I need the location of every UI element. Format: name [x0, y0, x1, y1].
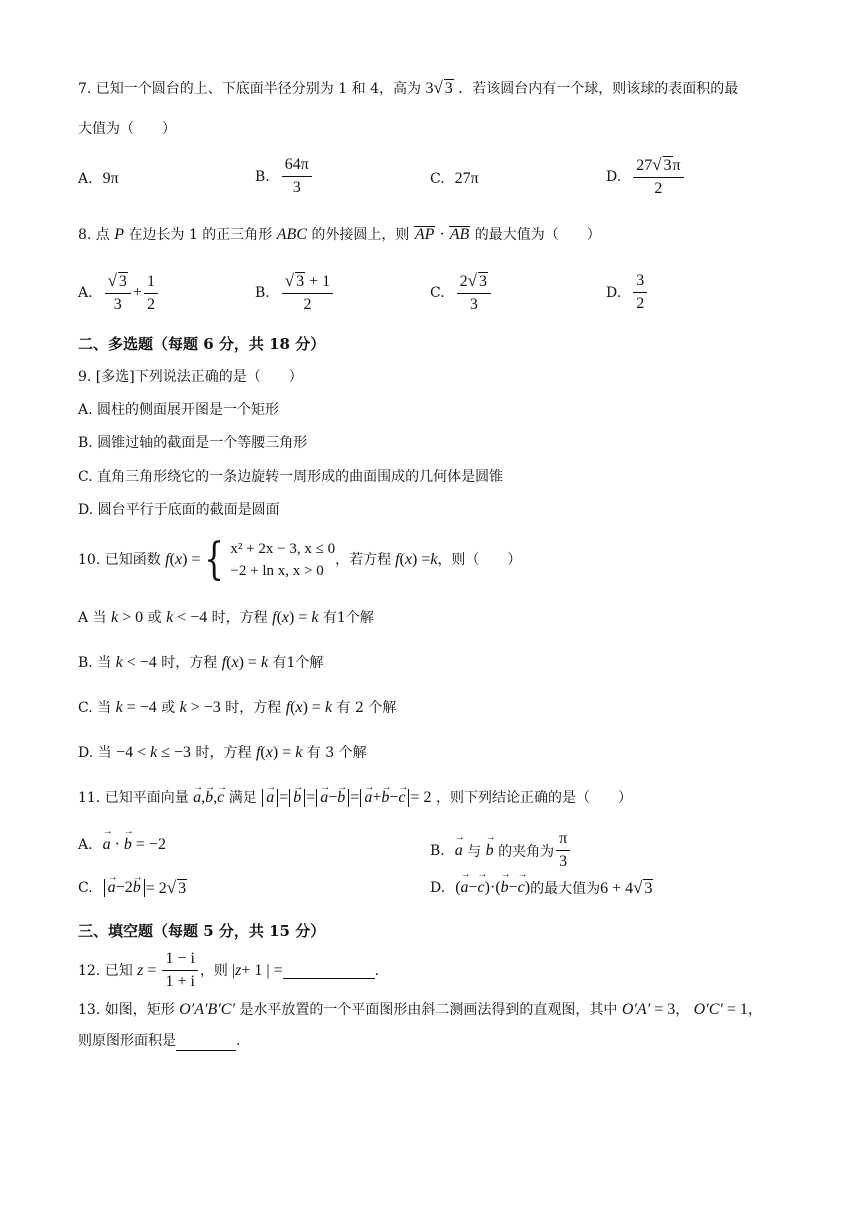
question-7-stem-cont: 大值为（ ） [78, 121, 176, 137]
q11-option-b: B. → a 与 → b 的夹角为 $\frac{\pi}{3}$ [430, 830, 572, 871]
piecewise-function: { x² + 2x − 3, x ≤ 0 −2 + ln x, x > 0 [204, 534, 336, 585]
q8-option-a: A. $\frac{√ 3}{3}$ + $\frac{1}{2}$ [78, 272, 160, 314]
q10-option-a: A 当 k > 0 或 k < −4 时，方程 f(x) = k 有1个解 [78, 609, 374, 626]
q10-option-b: B. 当 k < −4 时，方程 f(x) = k 有1个解 [78, 654, 324, 671]
question-8-stem: 8. 点 P 在边长为 1 的正三角形 ABC 的外接圆上，则 AP · AB 的最大值为（ ） [78, 226, 601, 243]
question-11-stem: 11. 已知平面向量 → a,→ b,→ c 满足 → a =→ b =→ a−→ b =→ a+→ b−→ c = 2 ，则下列结论正确的是（ ） [78, 788, 632, 808]
section-2-heading: 二、多选题（每题 6 分，共 18 分） [78, 335, 326, 353]
question-13-stem: 13. 如图，矩形 O′A′B′C′ 是水平放置的一个平面图形由斜二测画法得到的直观图，其中 O′A′ = 3， O′C′ = 1， [78, 1001, 762, 1018]
q12-answer-blank[interactable] [283, 962, 375, 979]
q7-text-b: ．若该圆台内有一个球，则该球的表面积的最 [458, 81, 739, 97]
question-7-stem [78, 78, 738, 99]
q9-option-b: B. 圆锥过轴的截面是一个等腰三角形 [78, 435, 308, 451]
q10-option-d: D. 当 −4 < k ≤ −3 时，方程 f(x) = k 有 3 个解 [78, 744, 367, 761]
q13-answer-blank[interactable] [176, 1034, 236, 1051]
q8-option-c: C. $\frac{2√ 3}{3}$ [430, 272, 493, 314]
q9-option-d: D. 圆台平行于底面的截面是圆面 [78, 502, 280, 518]
question-12-stem: 12. 已知 z = $\frac{1 - i}{1 + i}$ ，则 | z + 1 | = . [78, 950, 380, 990]
q7-option-b: B. $\frac{64\pi}{3}$ [255, 156, 314, 197]
q8-option-b: B. $\frac{√ 3 + 1}{2}$ [255, 272, 335, 314]
q7-option-d: D. $\frac{27√ 3\pi}{2}$ [606, 156, 686, 198]
q7-option-c: C. 27π [430, 170, 479, 187]
q11-option-c: C. → a−2→ b = 2√ 3 [78, 878, 187, 898]
q8-option-d: D. $\frac{3}{2}$ [606, 272, 649, 313]
section-3-heading: 三、填空题（每题 5 分，共 15 分） [78, 922, 326, 940]
question-9-stem: 9. [多选]下列说法正确的是（ ） [78, 369, 303, 385]
question-10-stem: 10. 已知函数 f ( x ) = { x² + 2x − 3, x ≤ 0 −2 + ln x, x > 0 ，若方程 f ( x ) = k ，则（ ） [78, 534, 522, 585]
q10-option-c: C. 当 k = −4 或 k > −3 时，方程 f(x) = k 有 2 个解 [78, 699, 397, 716]
q7-text-a: 7. 已知一个圆台的上、下底面半径分别为 1 和 4，高为 [78, 81, 421, 97]
q11-option-d: D. ( → a − → c )·( → b − → c ) 的最大值为 6 + 4√ 3 [430, 878, 653, 898]
question-13-stem-cont: 则原图形面积是 . [78, 1033, 241, 1049]
q9-option-c: C. 直角三角形绕它的一条边旋转一周形成的曲面围成的几何体是圆锥 [78, 469, 504, 485]
q7-option-a: A. 9π [78, 170, 119, 187]
q9-option-a: A. 圆柱的侧面展开图是一个矩形 [78, 402, 280, 418]
q11-option-a: A. → a · → b = −2 [78, 836, 166, 854]
q7-height: 3√ 3 [425, 78, 453, 97]
